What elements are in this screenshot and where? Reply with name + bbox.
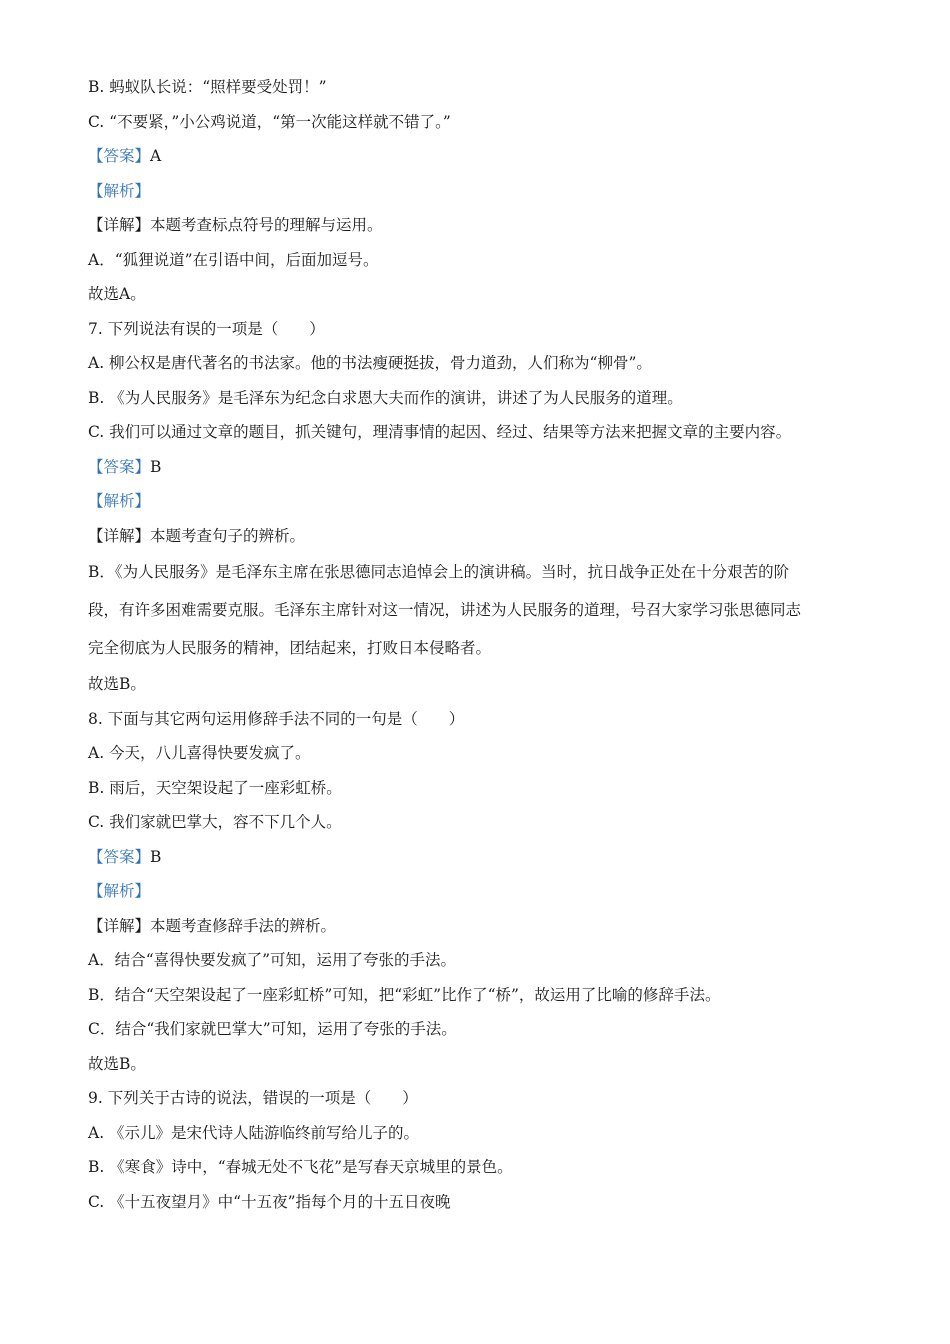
analysis-label-q8: 【解析】 (88, 882, 151, 900)
explanation-b-q7-line3: 完全彻底为人民服务的精神，团结起来，打败日本侵略者。 (88, 639, 492, 657)
option-c-q7: C. 我们可以通过文章的题目，抓关键句，理清事情的起因、经过、结果等方法来把握文章的主要内容。 (88, 423, 792, 441)
question-8: 8. 下面与其它两句运用修辞手法不同的一句是（ ） (88, 709, 465, 728)
answer-q6 (88, 139, 868, 174)
option-c-q6: C. “不要紧，”小公鸡说道，“第一次能这样就不错了。” (88, 112, 451, 131)
answer-value: B (150, 847, 162, 866)
question-9: 9. 下列关于古诗的说法，错误的一项是（ ） (88, 1089, 418, 1107)
conclusion-q8: 故选B。 (88, 1054, 146, 1073)
option-a-q7: A. 柳公权是唐代著名的书法家。他的书法瘦硬挺拔，骨力道劲，人们称为“柳骨”。 (88, 354, 652, 372)
option-b-q7: B. 《为人民服务》是毛泽东为纪念白求恩大夫而作的演讲，讲述了为人民服务的道理。 (88, 388, 683, 407)
detail-q7: 【详解】本题考查句子的辨析。 (88, 526, 306, 545)
answer-label: 【答案】 (88, 457, 151, 476)
option-a-q8: A. 今天，八儿喜得快要发疯了。 (88, 744, 311, 762)
question-7: 7. 下列说法有误的一项是（ ） (88, 319, 325, 338)
explanation-a-q6: A．“狐狸说道”在引语中间，后面加逗号。 (88, 250, 379, 269)
answer-label: 【答案】 (88, 147, 151, 165)
option-b-q6: B. 蚂蚁队长说：“照样要受处罚！” (88, 78, 327, 96)
answer-q7 (88, 450, 868, 485)
option-a-q9: A. 《示儿》是宋代诗人陆游临终前写给儿子的。 (88, 1123, 420, 1142)
explanation-a-q8: A．结合“喜得快要发疯了”可知，运用了夸张的手法。 (88, 951, 457, 969)
explanation-c-q8: C．结合“我们家就巴掌大”可知，运用了夸张的手法。 (88, 1020, 457, 1038)
option-b-q9: B. 《寒食》诗中，“春城无处不飞花”是写春天京城里的景色。 (88, 1158, 513, 1176)
answer-label: 【答案】 (88, 847, 151, 866)
option-c-q8: C. 我们家就巴掌大，容不下几个人。 (88, 813, 342, 831)
document-page (88, 70, 868, 1219)
detail-q8: 【详解】本题考查修辞手法的辨析。 (88, 916, 337, 935)
explanation-b-q7-line2: 段，有许多困难需要克服。毛泽东主席针对这一情况，讲述为人民服务的道理，号召大家学习张思德同志 (88, 601, 802, 619)
option-c-q9: C. 《十五夜望月》中“十五夜”指每个月的十五日夜晚 (88, 1192, 451, 1211)
answer-value: B (150, 457, 162, 476)
analysis-label-q6: 【解析】 (88, 181, 151, 200)
conclusion-q7: 故选B。 (88, 675, 146, 693)
option-b-q8: B. 雨后，天空架设起了一座彩虹桥。 (88, 778, 342, 797)
explanation-b-q8: B．结合“天空架设起了一座彩虹桥”可知，把“彩虹”比作了“桥”，故运用了比喻的修辞手法。 (88, 985, 721, 1004)
answer-value: A (150, 147, 162, 165)
analysis-label-q7: 【解析】 (88, 492, 151, 510)
detail-q6: 【详解】本题考查标点符号的理解与运用。 (88, 216, 383, 234)
explanation-b-q7-line1: B．《为人民服务》是毛泽东主席在张思德同志追悼会上的演讲稿。当时，抗日战争正处在十分艰苦的阶 (88, 563, 790, 581)
answer-q8 (88, 840, 868, 875)
conclusion-q6: 故选A。 (88, 285, 146, 303)
